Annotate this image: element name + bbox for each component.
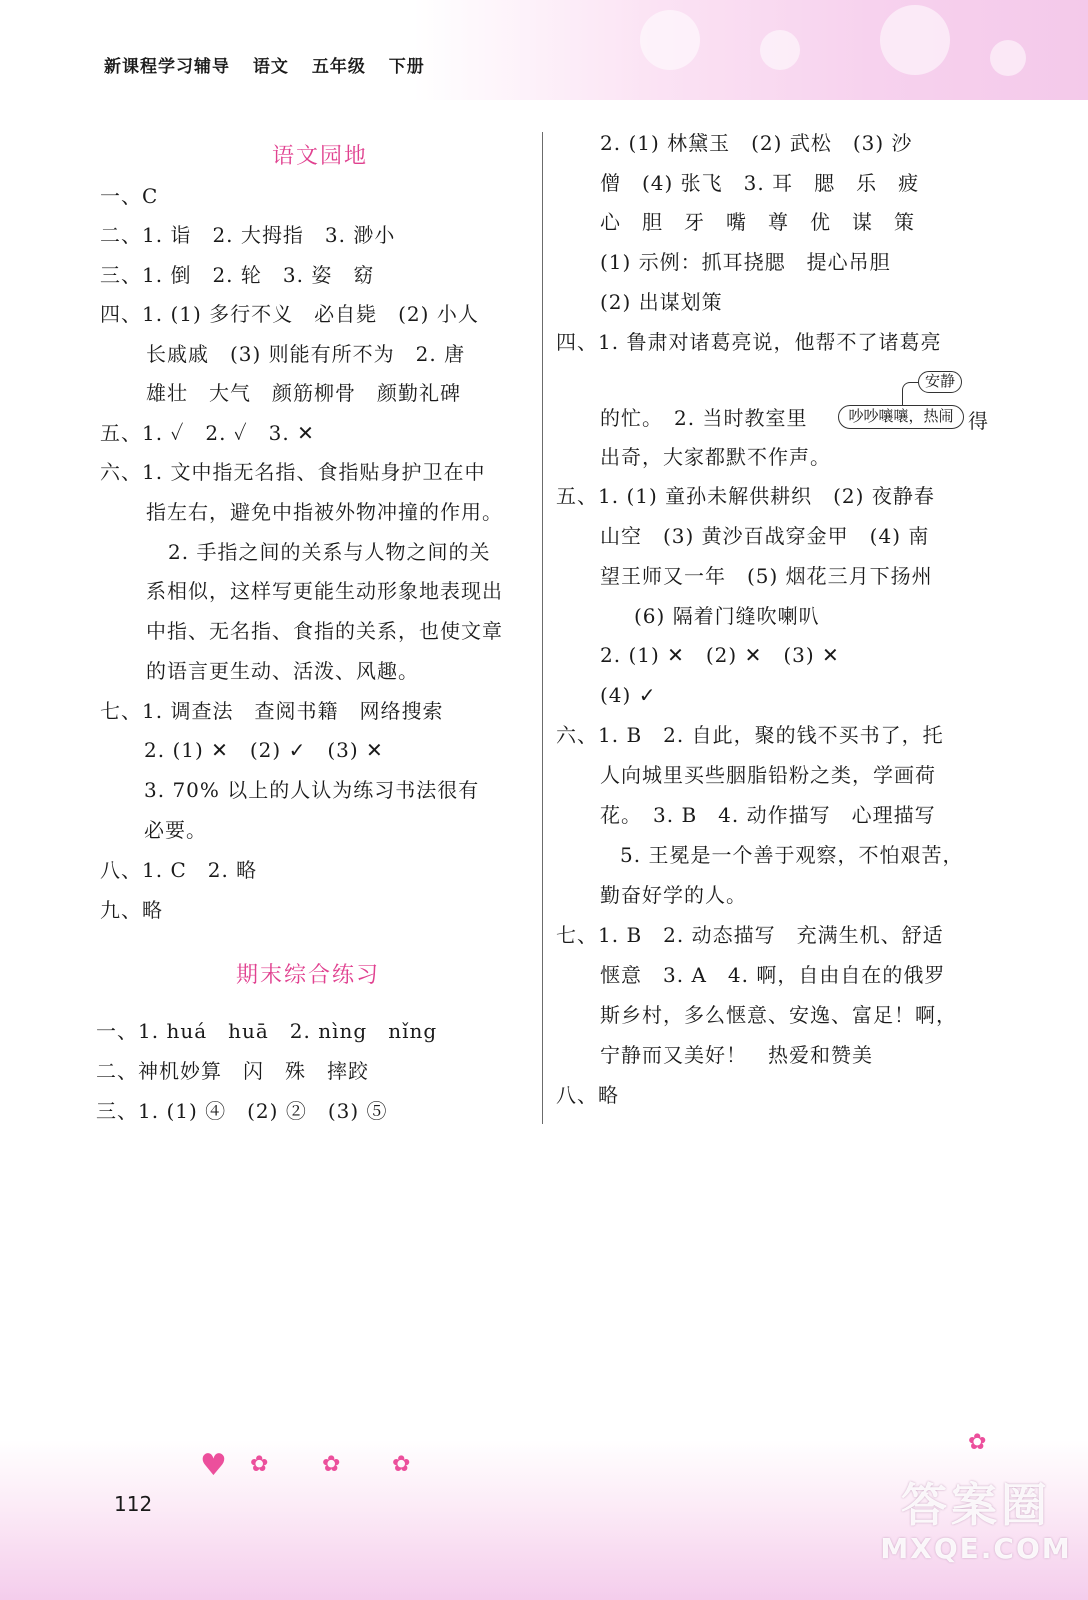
answer-line: (1) 示例：抓耳挠腮 提心吊胆: [600, 250, 891, 274]
answer-line: 一、C: [100, 184, 159, 208]
answer-line: 勤奋好学的人。: [600, 883, 747, 907]
answer-line: 必要。: [144, 818, 207, 842]
header-decoration: [0, 0, 1088, 100]
revision-insert: 安静: [918, 371, 962, 393]
answer-line: 七、1. 调查法 查阅书籍 网络搜索: [100, 699, 444, 723]
answer-line: 3. 70% 以上的人认为练习书法很有: [144, 778, 480, 802]
answer-line: 五、1. ✓ 2. ✓ 3. ✕: [100, 421, 315, 445]
answer-line: 二、神机妙算 闪 殊 摔跤: [96, 1059, 369, 1083]
answer-line: 四、1. (1) 多行不义 必自毙 (2) 小人: [100, 302, 479, 326]
answer-line: 三、1. 倒 2. 轮 3. 姿 窈: [100, 263, 375, 287]
answer-line: 出奇，大家都默不作声。: [600, 445, 831, 469]
section-title-final-review: 期末综合练习: [236, 963, 381, 988]
flower-icon: ✿: [968, 1430, 987, 1455]
answer-line: 的忙。 2. 当时教室里: [600, 406, 808, 430]
answer-line: 指左右，避免中指被外物冲撞的作用。: [146, 500, 503, 524]
answer-line: 三、1. (1) ④ (2) ② (3) ⑤: [96, 1099, 388, 1123]
answer-line: 长戚戚 (3) 则能有所不为 2. 唐: [146, 342, 466, 366]
answer-line: 人向城里买些胭脂铅粉之类，学画荷: [600, 763, 936, 787]
answer-line: (2) 出谋划策: [600, 290, 723, 314]
answer-line: 花。 3. B 4. 动作描写 心理描写: [600, 803, 936, 827]
book-title: 新课程学习辅导: [104, 57, 230, 77]
answer-line: 2. 手指之间的关系与人物之间的关: [168, 540, 491, 564]
answer-line: 五、1. (1) 童孙未解供耕织 (2) 夜静春: [556, 484, 935, 508]
heart-icon: ♥: [200, 1448, 227, 1483]
revision-mark-stem: [902, 382, 918, 406]
answer-line: 系相似，这样写更能生动形象地表现出: [146, 579, 503, 603]
answer-line: 六、1. B 2. 自此，聚的钱不买书了，托: [556, 723, 944, 747]
column-divider: [542, 132, 543, 1124]
answer-line: 惬意 3. A 4. 啊，自由自在的俄罗: [600, 963, 946, 987]
answer-line: 心 胆 牙 嘴 尊 优 谋 策: [600, 210, 915, 234]
subject-label: 语文: [252, 57, 289, 77]
answer-line: 望王师又一年 (5) 烟花三月下扬州: [600, 564, 933, 588]
answer-line: 一、1. huá huā 2. nìng nǐng: [96, 1019, 438, 1043]
answer-line: 九、略: [100, 898, 163, 922]
answer-line: 2. (1) ✕ (2) ✕ (3) ✕: [600, 643, 840, 667]
answer-line: 雄壮 大气 颜筋柳骨 颜勤礼碑: [146, 381, 461, 405]
revision-trailing-text: 得: [968, 409, 988, 433]
answer-line: (6) 隔着门缝吹喇叭: [634, 604, 820, 628]
answer-line: 八、略: [556, 1083, 619, 1107]
answer-line: 中指、无名指、食指的关系，也使文章: [146, 619, 503, 643]
answer-line: 七、1. B 2. 动态描写 充满生机、舒适: [556, 923, 944, 947]
running-header: [104, 52, 441, 77]
answer-line: (4) ✓: [600, 683, 657, 707]
answer-line: 僧 (4) 张飞 3. 耳 腮 乐 疲: [600, 171, 920, 195]
answer-line: 六、1. 文中指无名指、食指贴身护卫在中: [100, 460, 486, 484]
answer-line: 2. (1) 林黛玉 (2) 武松 (3) 沙: [600, 131, 913, 155]
watermark-main-text: 答案圈: [901, 1478, 1051, 1532]
answer-line: 5. 王冕是一个善于观察，不怕艰苦，: [620, 843, 964, 867]
volume-label: 下册: [388, 57, 425, 77]
flower-icon: ✿: [250, 1452, 269, 1477]
flower-icon: ✿: [322, 1452, 341, 1477]
answer-line: 宁静而又美好！ 热爱和赞美: [600, 1043, 873, 1067]
answer-line: 八、1. C 2. 略: [100, 858, 258, 882]
answer-line: 二、1. 诣 2. 大拇指 3. 渺小: [100, 223, 396, 247]
answer-line: 山空 (3) 黄沙百战穿金甲 (4) 南: [600, 524, 930, 548]
revision-deleted-text: 吵吵嚷嚷，热闹: [838, 405, 964, 429]
page-number: 112: [114, 1492, 153, 1516]
watermark-domain-text: MXQE.COM: [880, 1532, 1072, 1565]
answer-line: 的语言更生动、活泼、风趣。: [146, 659, 419, 683]
answer-line: 四、1. 鲁肃对诸葛亮说，他帮不了诸葛亮: [556, 330, 942, 354]
grade-label: 五年级: [311, 57, 366, 77]
watermark-logo: [878, 1478, 1074, 1588]
flower-icon: ✿: [392, 1452, 411, 1477]
answer-line: 斯乡村，多么惬意、安逸、富足！啊，: [600, 1003, 957, 1027]
answer-line: 2. (1) ✕ (2) ✓ (3) ✕: [144, 738, 384, 762]
section-title-yuwen-yuandi: 语文园地: [272, 144, 369, 169]
